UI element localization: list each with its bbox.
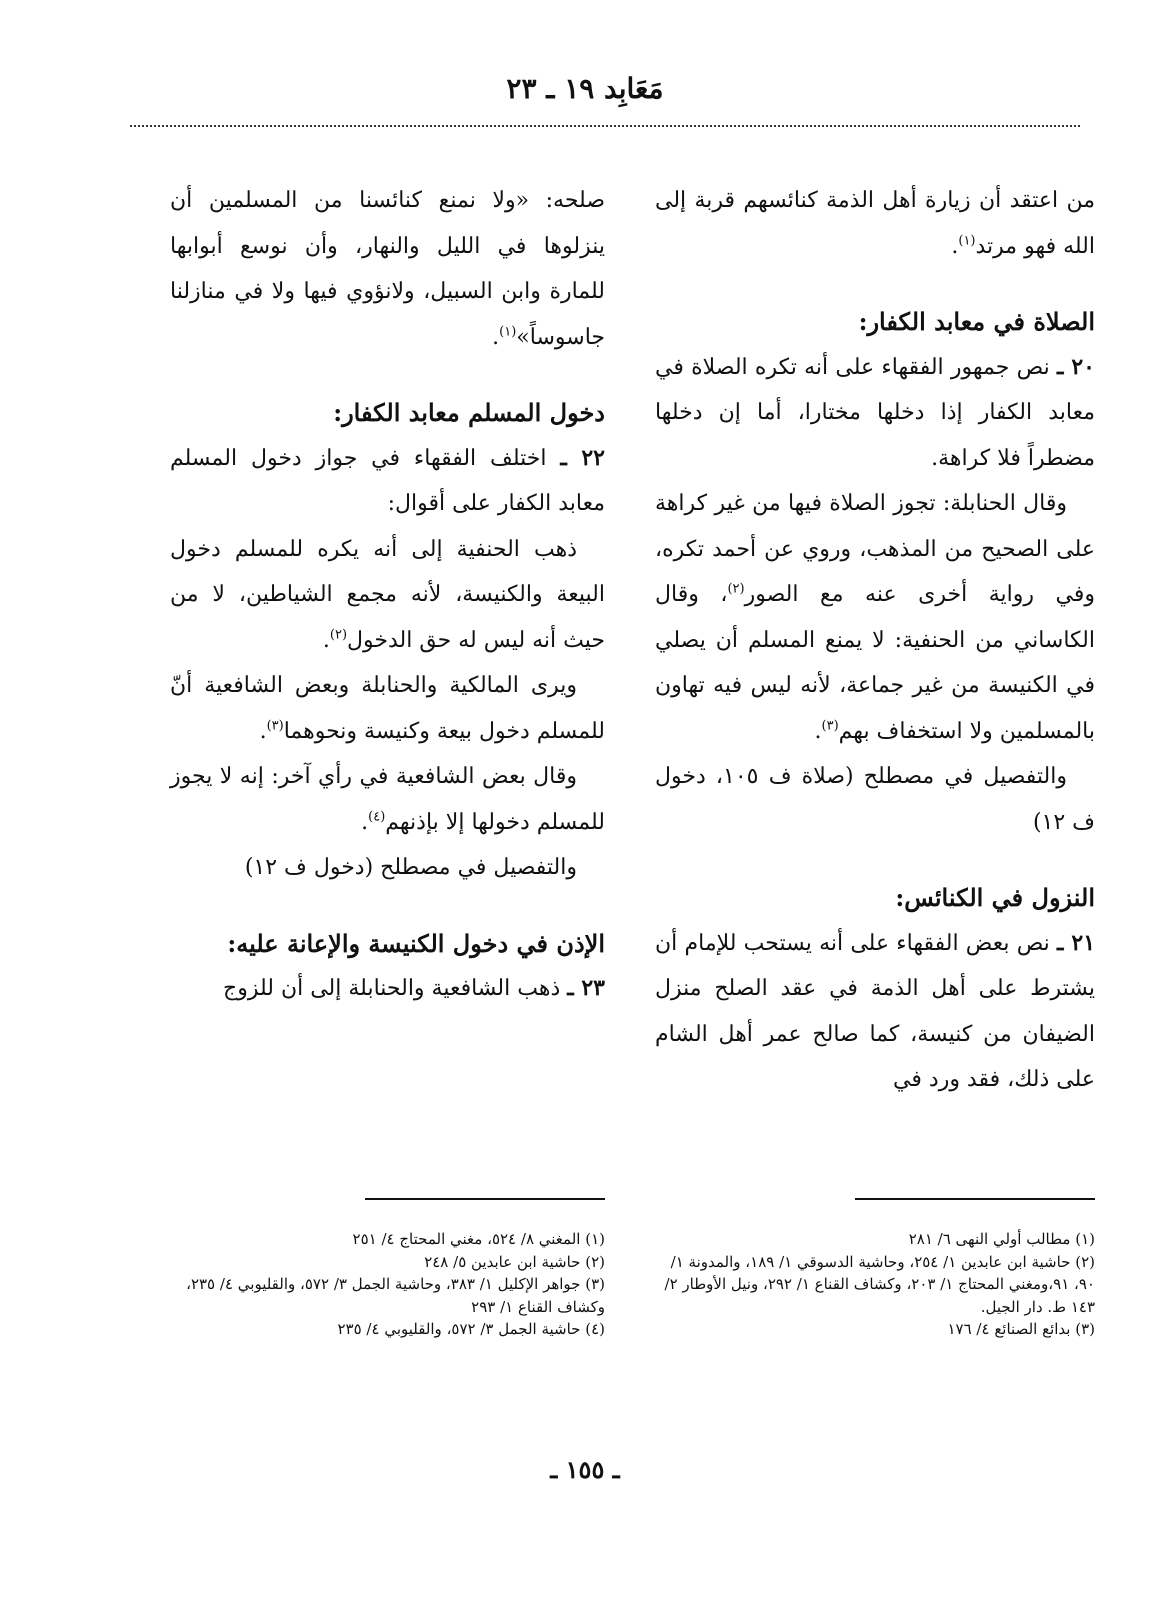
paragraph: وقال بعض الشافعية في رأي آخر: إنه لا يجوز للمسلم دخولها إلا بإذنهم$^{(٤)}$. — [170, 764, 605, 835]
footnote-separator — [365, 1198, 605, 1200]
footnote-ref: (١) — [499, 324, 517, 340]
section-number: ٢٣ ـ — [567, 975, 605, 1001]
footnote-ref: (٢) — [727, 581, 745, 597]
page-number: ـ ١٥٥ ـ — [550, 1455, 620, 1484]
paragraph: ٢٠ ـ نص جمهور الفقهاء على أنه تكره الصلاة في معابد الكفار إذا دخلها مختارا، أما إن دخلها مضطراً فلا كراهة. — [655, 353, 1095, 471]
footnote-ref: (٣) — [266, 718, 284, 734]
paragraph: من اعتقد أن زيارة أهل الذمة كنائسهم قربة إلى الله فهو مرتد$^{(١)}$. — [655, 188, 1095, 259]
footnote-ref: (٢) — [329, 627, 348, 643]
footnote: (٢) حاشية ابن عابدين ١/ ٢٥٤، وحاشية الدسوقي ١/ ١٨٩، والمدونة ١/ ٩٠، ٩١،ومغني المحتاج ١/ ٢٠٣، وكشاف القناع ١/ ٢٩٢، ونيل الأوطار ٢/ ١٤٣ ط. دار الجيل. — [664, 1252, 1095, 1316]
footnote-ref: (٣) — [821, 718, 839, 734]
section-heading: النزول في الكنائس: — [895, 883, 1095, 912]
left-column — [170, 178, 605, 1012]
section-number: ٢٢ ـ — [560, 444, 605, 471]
footnote: (٢) حاشية ابن عابدين ٥/ ٢٤٨ — [424, 1252, 605, 1271]
footnote: (٣) جواهر الإكليل ١/ ٣٨٣، وحاشية الجمل ٣/ ٥٧٢، والقليوبي ٤/ ٢٣٥، وكشاف القناع ١/ ٢٩٣ — [186, 1275, 605, 1316]
paragraph: والتفصيل في مصطلح (صلاة ف ١٠٥، دخول ف ١٢) — [655, 764, 1095, 835]
footnote-separator — [855, 1198, 1095, 1200]
paragraph: صلحه: «ولا نمنع كنائسنا من المسلمين أن ينزلوها في الليل والنهار، وأن نوسع أبوابها للمارة وابن السبيل، ولانؤوي فيها ولا في منازلنا جاسوساً»$^{(١)}$. — [170, 188, 605, 350]
footnote-ref: (١) — [958, 233, 976, 249]
footnotes-right — [655, 1228, 1095, 1341]
paragraph: والتفصيل في مصطلح (دخول ف ١٢) — [244, 855, 577, 880]
running-header: مَعَابِد ١٩ ـ ٢٣ — [506, 72, 664, 105]
paragraph: ٢٢ ـ اختلف الفقهاء في جواز دخول المسلم معابد الكفار على أقوال: — [170, 444, 605, 516]
paragraph: ٢١ ـ نص بعض الفقهاء على أنه يستحب للإمام أن يشترط على أهل الذمة في عقد الصلح منزل الضيفان من كنيسة، كما صالح عمر أهل الشام على ذلك، فقد ورد في — [655, 929, 1096, 1092]
section-heading: دخول المسلم معابد الكفار: — [333, 398, 605, 427]
footnote: (١) مطالب أولي النهى ٦/ ٢٨١ — [908, 1230, 1095, 1248]
header-dotted-rule — [130, 125, 1080, 127]
right-column — [655, 178, 1095, 1103]
footnote: (٤) حاشية الجمل ٣/ ٥٧٢، والقليوبي ٤/ ٢٣٥ — [337, 1320, 605, 1338]
paragraph: وقال الحنابلة: تجوز الصلاة فيها من غير كراهة على الصحيح من المذهب، وروي عن أحمد تكره، وفي رواية أخرى عنه مع الصور$^{(٢)}$، وقال الكاساني من الحنفية: لا يمنع المسلم أن يصلي في الكنيسة من غير جماعة، لأنه ليس فيه تهاون بالمسلمين ولا استخفاف بهم$^{(٣)}$. — [655, 491, 1096, 744]
section-heading: الإذن في دخول الكنيسة والإعانة عليه: — [227, 928, 605, 958]
footnotes-left — [170, 1228, 605, 1341]
footnote-ref: (٤) — [368, 809, 386, 825]
paragraph: ذهب الحنفية إلى أنه يكره للمسلم دخول البيعة والكنيسة، لأنه مجمع الشياطين، لا من حيث أنه ليس له حق الدخول$^{(٢)}$. — [170, 536, 605, 653]
section-heading: الصلاة في معابد الكفار: — [858, 307, 1095, 336]
footnote: (٣) بدائع الصنائع ٤/ ١٧٦ — [947, 1320, 1095, 1338]
section-number: ٢١ ـ — [1057, 929, 1096, 956]
footnote: (١) المغني ٨/ ٥٢٤، مغني المحتاج ٤/ ٢٥١ — [352, 1230, 605, 1248]
paragraph: ٢٣ ـ ذهب الشافعية والحنابلة إلى أن للزوج — [223, 975, 605, 1001]
section-number: ٢٠ ـ — [1056, 353, 1095, 380]
paragraph: ويرى المالكية والحنابلة وبعض الشافعية أنّ للمسلم دخول بيعة وكنيسة ونحوهما$^{(٣)}$. — [170, 673, 605, 744]
